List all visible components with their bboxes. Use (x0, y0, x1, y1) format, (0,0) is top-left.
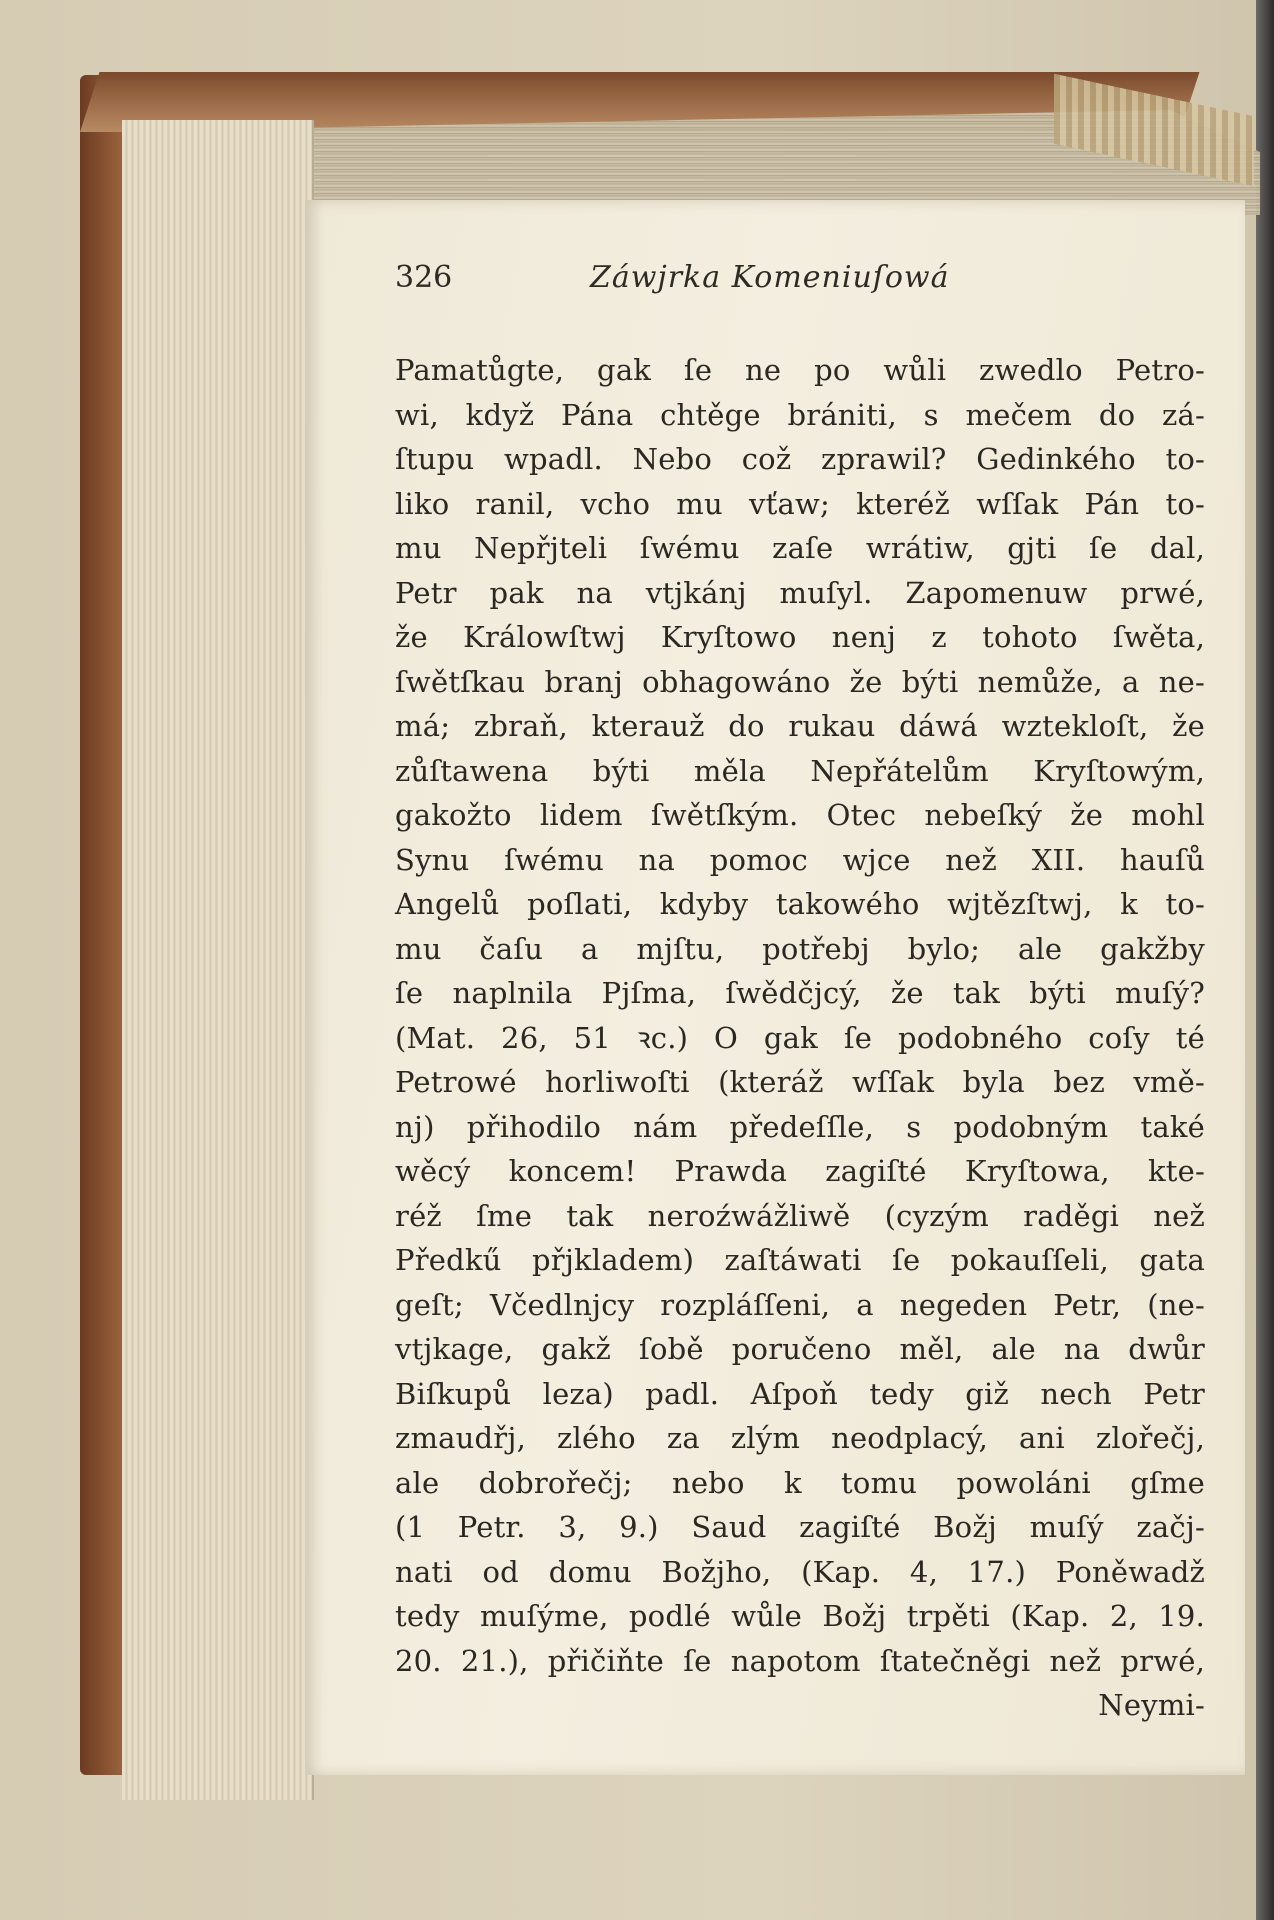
text-line: Synu ſwému na pomoc wjce než XII. hauſů (395, 842, 1205, 877)
text-line: mu čaſu a mjſtu, potřebj bylo; ale gakžby (395, 931, 1205, 966)
text-line: zmaudřj, zlého za zlým neodplacý, ani zlořečj, (395, 1421, 1205, 1455)
running-head (395, 260, 1215, 310)
body-text (395, 348, 1205, 1728)
page-number: 326 (395, 260, 453, 295)
text-line: Předkű přjkladem) zaſtáwati ſe pokauſſeli, gata (395, 1243, 1205, 1277)
printed-page (305, 200, 1245, 1775)
text-line: 20. 21.), přičiňte ſe napotom ſtatečněgi než prwé, (395, 1643, 1205, 1678)
text-line: vtjkage, gakž ſobě poručeno měl, ale na dwůr (395, 1332, 1205, 1366)
text-line: Petr pak na vtjkánj muſyl. Zapomenuw prwé, (395, 575, 1205, 610)
text-line: Biſkupů leza) padl. Aſpoň tedy giž nech Petr (395, 1376, 1205, 1411)
text-line: liko ranil, vcho mu vťaw; kteréž wſſak Pán to- (395, 486, 1205, 521)
text-line: réž ſme tak neroźwážliwě (cyzým raděgi než (395, 1198, 1205, 1233)
text-line: nj) přihodilo nám předeſſle, s podobným také (395, 1109, 1205, 1144)
text-line: zůſtawena býti měla Nepřátelům Kryſtowým, (395, 753, 1205, 788)
text-line: Pamatůgte, gak ſe ne po wůli zwedlo Petro- (395, 353, 1205, 387)
text-line: mu Nepřjteli ſwému zaſe wrátiw, gjti ſe dal, (395, 531, 1205, 565)
text-line: ſe naplnila Pjſma, ſwědčjcý, že tak býti muſý? (395, 976, 1205, 1010)
page-fore-edges (122, 120, 314, 1800)
running-title: Záwjrka Komeniuſowá (590, 260, 950, 295)
text-line: (Mat. 26, 51 ꝛc.) O gak ſe podobného coſy té (395, 1020, 1205, 1055)
text-line: ſtupu wpadl. Nebo což zprawil? Gedinkého to- (395, 442, 1205, 476)
text-line: tedy muſýme, podlé wůle Božj trpěti (Kap. 2, 19. (395, 1599, 1205, 1633)
text-line: nati od domu Božjho, (Kap. 4, 17.) Poněwadž (395, 1554, 1205, 1589)
text-line: Neymi- (1098, 1688, 1205, 1722)
text-line: ale dobrořečj; nebo k tomu powoláni gſme (395, 1465, 1205, 1500)
text-line: ſwětſkau branj obhagowáno že býti nemůže, a ne- (395, 664, 1205, 699)
text-line: geſt; Včedlnjcy rozpláſſeni, a negeden Petr, (ne- (395, 1287, 1205, 1322)
text-line: Petrowé horliwoſti (kteráž wſſak byla bez vmě- (395, 1065, 1205, 1099)
text-line: gakožto lidem ſwětſkým. Otec nebeſký že mohl (395, 798, 1205, 832)
text-line: má; zbraň, kterauž do rukau dáwá wztekloſt, že (395, 709, 1205, 743)
text-line: (1 Petr. 3, 9.) Saud zagiſté Božj muſý začj- (395, 1510, 1205, 1544)
text-line: wi, když Pána chtěge brániti, s mečem do zá- (395, 397, 1205, 432)
text-line: že Králowſtwj Kryſtowo nenj z tohoto ſwěta, (395, 620, 1205, 654)
text-line: Angelů poſlati, kdyby takowého wjtězſtwj, k to- (395, 887, 1205, 921)
text-line: wěcý koncem! Prawda zagiſté Kryſtowa, kte- (395, 1154, 1205, 1188)
scanner-background (1256, 0, 1274, 1920)
